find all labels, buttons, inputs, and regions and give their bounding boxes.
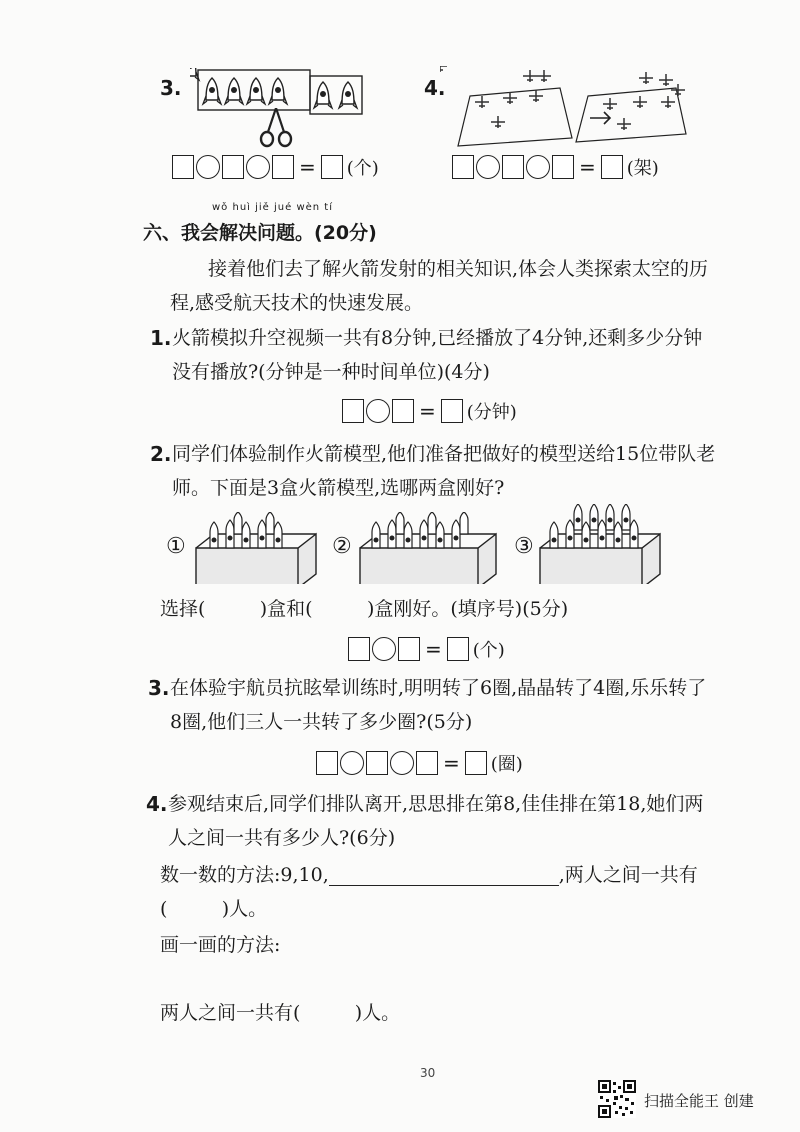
section-pinyin: wǒ huì jiě jué wèn tí [212,202,333,213]
result-box[interactable] [601,155,623,179]
problem-2-line-1: 同学们体验制作火箭模型,他们准备把做好的模型送给15位带队老 [172,443,716,465]
equation-exercise-4 [452,154,659,180]
problem-1-line-2: 没有播放?(分钟是一种时间单位)(4分) [172,361,490,383]
equals-sign: = [579,155,596,179]
exercise-3-number: 3. [160,76,182,100]
rocket-box-1 [190,512,320,584]
operator-circle[interactable] [372,637,396,661]
result-box[interactable] [465,751,487,775]
operator-circle[interactable] [340,751,364,775]
answer-box[interactable] [552,155,574,179]
result-box[interactable] [441,399,463,423]
problem-3-line-1: 在体验宇航员抗眩晕训练时,明明转了6圈,晶晶转了4圈,乐乐转了 [170,677,707,699]
draw-method-label: 画一画的方法: [160,934,281,956]
rocket-strip-illustration [190,68,420,152]
problem-3-number: 3. [148,676,170,700]
operator-circle[interactable] [390,751,414,775]
qr-code-icon [598,1080,636,1118]
equation-problem-2 [348,636,505,662]
rocket-box-2 [354,512,502,584]
rocket-icon [210,512,282,548]
operator-circle[interactable] [366,399,390,423]
unit-label: (个) [346,158,379,179]
airplanes-illustration [440,66,690,150]
box-label-1: ① [166,534,186,559]
operator-circle[interactable] [476,155,500,179]
scanner-watermark: 扫描全能王 创建 [644,1092,754,1110]
problem-2-number: 2. [150,442,172,466]
equals-sign: = [425,637,442,661]
intro-line-1: 接着他们去了解火箭发射的相关知识,体会人类探索太空的历 [208,258,709,280]
unit-label: (个) [472,640,505,661]
count-method-line [160,864,698,886]
operator-circle[interactable] [196,155,220,179]
unit-label: (圈) [490,754,523,775]
answer-box[interactable] [366,751,388,775]
unit-label: (架) [626,158,659,179]
equals-sign: = [443,751,460,775]
answer-box[interactable] [222,155,244,179]
equation-problem-1 [342,398,517,424]
problem-4-number: 4. [146,792,168,816]
answer-box[interactable] [272,155,294,179]
problem-2-line-2: 师。下面是3盒火箭模型,选哪两盒刚好? [172,477,505,499]
rocket-icon [372,512,468,548]
draw-answer: 两人之间一共有( )人。 [160,1002,401,1024]
exercise-4-number: 4. [424,76,446,100]
page-number: 30 [420,1066,436,1080]
answer-box[interactable] [398,637,420,661]
box-label-2: ② [332,534,352,559]
problem-2-answer-line: 选择( )盒和( )盒刚好。(填序号)(5分) [160,598,569,620]
answer-box[interactable] [348,637,370,661]
answer-box[interactable] [452,155,474,179]
section-title: 六、我会解决问题。(20分) [143,222,377,244]
operator-circle[interactable] [526,155,550,179]
answer-box[interactable] [316,751,338,775]
equals-sign: = [299,155,316,179]
result-box[interactable] [447,637,469,661]
problem-1-line-1: 火箭模拟升空视频一共有8分钟,已经播放了4分钟,还剩多少分钟 [172,327,703,349]
problem-4-line-2: 人之间一共有多少人?(6分) [168,827,396,849]
count-blank[interactable] [329,867,559,886]
intro-line-2: 程,感受航天技术的快速发展。 [170,292,424,314]
rocket-box-3 [536,504,664,584]
problem-4-line-1: 参观结束后,同学们排队离开,思思排在第8,佳佳排在第18,她们两 [168,793,704,815]
scissors-icon [258,108,294,148]
rocket-icon [550,504,638,548]
answer-box[interactable] [342,399,364,423]
unit-label: (分钟) [466,402,517,423]
count-method-suffix: ,两人之间一共有 [558,864,698,886]
answer-box[interactable] [502,155,524,179]
problem-3-line-2: 8圈,他们三人一共转了多少圈?(5分) [170,711,473,733]
airplane-icon [440,66,447,72]
result-box[interactable] [321,155,343,179]
operator-circle[interactable] [246,155,270,179]
problem-1-number: 1. [150,326,172,350]
answer-box[interactable] [172,155,194,179]
count-answer: ( )人。 [160,898,268,920]
equation-exercise-3 [172,154,379,180]
answer-box[interactable] [392,399,414,423]
count-method-prefix: 数一数的方法:9,10, [160,864,329,886]
box-label-3: ③ [514,534,534,559]
equation-problem-3 [316,750,523,776]
equals-sign: = [419,399,436,423]
answer-box[interactable] [416,751,438,775]
